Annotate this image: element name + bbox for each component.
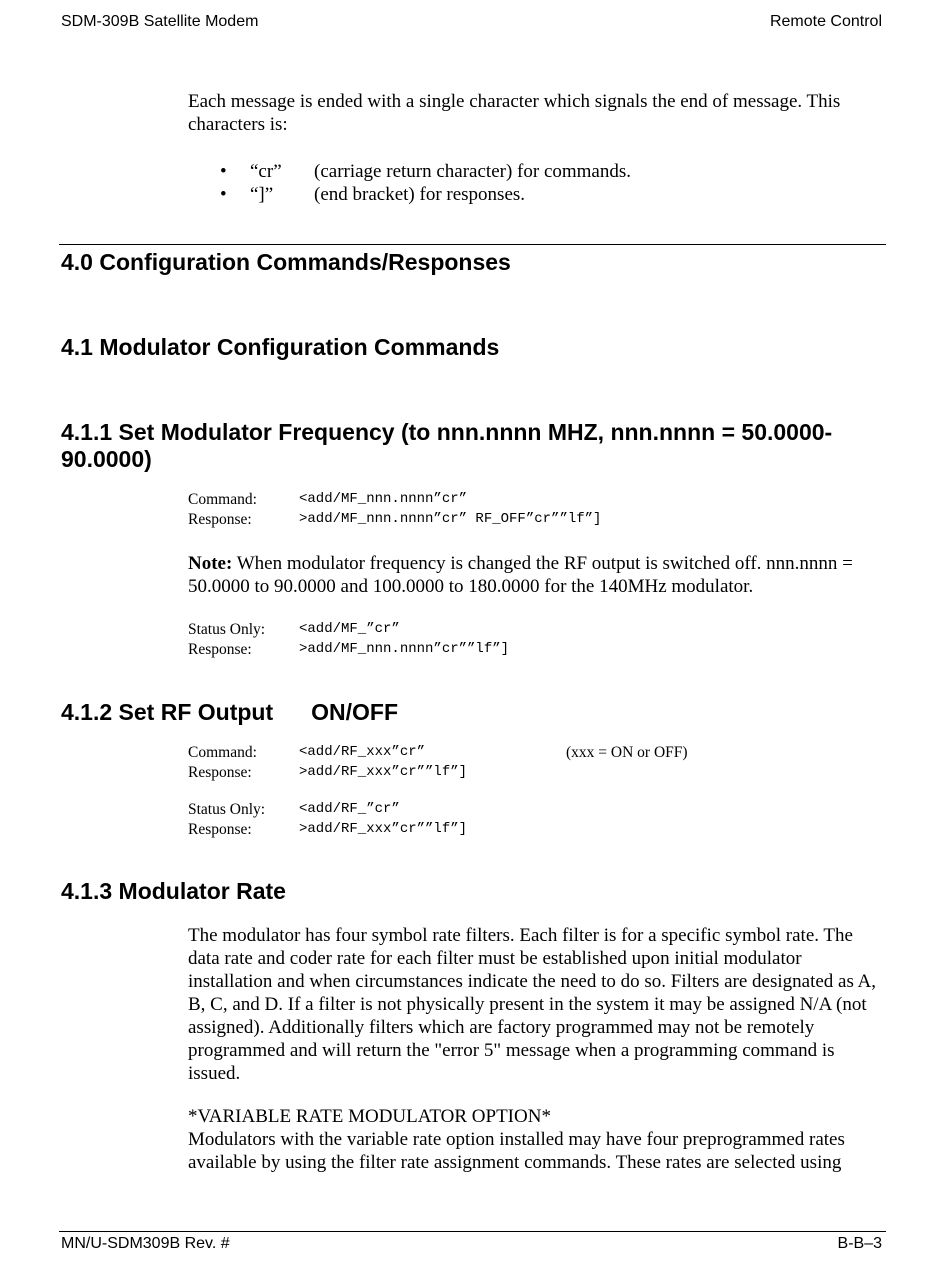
command-syntax: <add/MF_nnn.nnnn”cr”	[299, 491, 468, 507]
response-label: Response:	[188, 640, 252, 658]
section-heading-4-0: 4.0 Configuration Commands/Responses	[61, 249, 511, 275]
response-syntax: >add/RF_xxx”cr””lf”]	[299, 763, 468, 780]
section-heading-text: 4.1.2 Set RF Output	[61, 699, 274, 725]
bullet-key: “cr”	[250, 161, 282, 182]
response-label: Response:	[188, 820, 252, 838]
response-syntax: >add/MF_nnn.nnnn”cr””lf”]	[299, 640, 510, 657]
response-syntax: >add/MF_nnn.nnnn”cr” RF_OFF”cr””lf”]	[299, 510, 602, 527]
page-header-title: SDM-309B Satellite Modem	[61, 13, 259, 30]
modulator-frequency-note	[188, 552, 878, 598]
command-note: (xxx = ON or OFF)	[566, 744, 688, 761]
bullet-description: (end bracket) for responses.	[314, 184, 526, 205]
section-heading-suffix: ON/OFF	[311, 699, 399, 725]
response-label: Response:	[188, 510, 252, 528]
section-heading-4-1-1: 4.1.1 Set Modulator Frequency (to nnn.nnnn MHZ, nnn.nnnn = 50.0000-90.0000)	[61, 419, 833, 472]
bullet-key: “]”	[250, 184, 274, 205]
section-divider	[59, 244, 886, 245]
bullet-icon: •	[220, 184, 227, 205]
section-heading-4-1-3: 4.1.3 Modulator Rate	[61, 878, 286, 904]
page-header-section: Remote Control	[769, 13, 882, 30]
note-label: Note:	[188, 553, 233, 574]
intro-paragraph: Each message is ended with a single character which signals the end of message. This characters is:	[188, 91, 841, 135]
status-syntax: <add/MF_”cr”	[299, 621, 400, 637]
status-label: Status Only:	[188, 621, 266, 638]
bullet-description: (carriage return character) for commands.	[314, 161, 632, 182]
section-heading-4-1-2	[61, 699, 851, 726]
command-label: Command:	[188, 491, 257, 508]
note-text: When modulator frequency is changed the RF output is switched off. nnn.nnnn = 50.0000 to 90.0000 and 100.0000 to 180.0000 for the 140MHz modulator.	[188, 553, 853, 597]
page-footer-doc-number: MN/U-SDM309B Rev. #	[61, 1235, 230, 1252]
response-syntax: >add/RF_xxx”cr””lf”]	[299, 820, 468, 837]
status-label: Status Only:	[188, 801, 266, 818]
section-heading-4-1: 4.1 Modulator Configuration Commands	[61, 334, 500, 360]
response-label: Response:	[188, 763, 252, 781]
footer-divider	[59, 1231, 886, 1232]
command-syntax: <add/RF_xxx”cr”	[299, 744, 426, 760]
variable-rate-paragraph: Modulators with the variable rate option installed may have four preprogrammed rates available by using the filter rate assignment commands. These rates are selected using	[188, 1129, 845, 1173]
bullet-icon: •	[220, 161, 227, 182]
status-syntax: <add/RF_”cr”	[299, 801, 400, 817]
variable-rate-option-title: *VARIABLE RATE MODULATOR OPTION*	[188, 1106, 551, 1127]
command-label: Command:	[188, 744, 257, 761]
page-footer-page-number: B-B–3	[837, 1235, 882, 1252]
modulator-rate-paragraph: The modulator has four symbol rate filters. Each filter is for a specific symbol rate. The data rate and coder rate for each filter must be established upon initial modulator installation and when circumstances indicate the need to do so. Filters are designated as A, B, C, and D. If a filter is not physically present in the system it may be assigned N/A (not assigned). Additionally filters which are factory programmed may not be remotely programmed and will return the "error 5" message when a programming command is issued.	[188, 925, 877, 1084]
